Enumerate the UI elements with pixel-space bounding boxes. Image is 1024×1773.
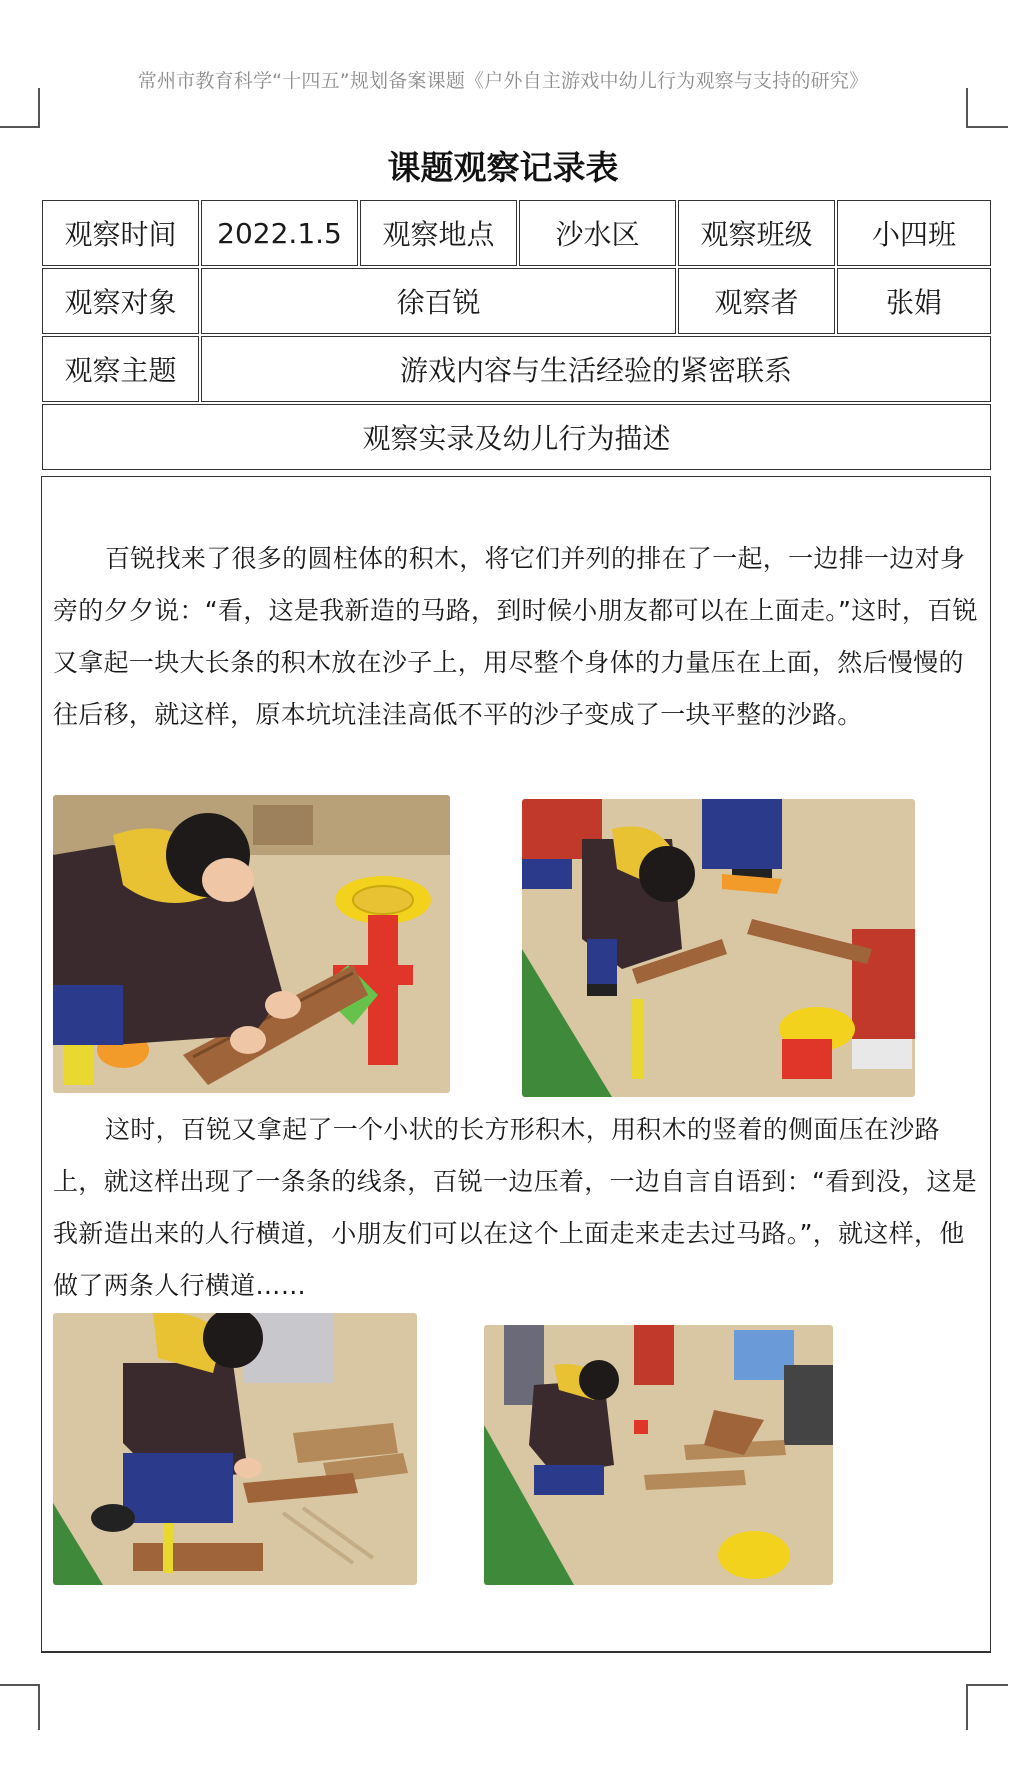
crop-mark-bottom-right bbox=[966, 1684, 1008, 1730]
photo-child-pressing-block bbox=[53, 795, 450, 1093]
crop-mark-top-left bbox=[0, 88, 40, 128]
page-title: 课题观察记录表 bbox=[387, 148, 619, 187]
table-row bbox=[42, 200, 991, 266]
photo-children-in-sandbox bbox=[484, 1325, 833, 1585]
table-row bbox=[42, 336, 991, 402]
table-row bbox=[42, 268, 991, 334]
observation-paragraph-2: 这时，百锐又拿起了一个小状的长方形积木，用积木的竖着的侧面压在沙路上，就这样出现了一条条的线条，百锐一边压着，一边自言自语到：“看到没，这是我新造出来的人行横道，小朋友们可以在这个上面走来走去过马路。”，就这样，他做了两条人行横道…… bbox=[53, 1115, 978, 1300]
theme-value: 游戏内容与生活经验的紧密联系 bbox=[201, 336, 991, 402]
place-label: 观察地点 bbox=[360, 200, 517, 266]
observation-record-table bbox=[40, 198, 993, 472]
observation-paragraph-1: 百锐找来了很多的圆柱体的积木，将它们并列的排在了一起，一边排一边对身旁的夕夕说：“看，这是我新造的马路，到时候小朋友都可以在上面走。”这时，百锐又拿起一块大长条的积木放在沙子上，用尽整个身体的力量压在上面，然后慢慢的往后移，就这样，原本坑坑洼洼高低不平的沙子变成了一块平整的沙路。 bbox=[53, 544, 978, 729]
crop-mark-top-right bbox=[966, 88, 1008, 128]
observer-value: 张娟 bbox=[837, 268, 991, 334]
observer-label: 观察者 bbox=[678, 268, 835, 334]
theme-label: 观察主题 bbox=[42, 336, 199, 402]
crop-mark-bottom-left bbox=[0, 1684, 40, 1730]
class-value: 小四班 bbox=[837, 200, 991, 266]
table-row bbox=[42, 404, 991, 470]
photo-child-pressing-lines bbox=[53, 1313, 417, 1585]
section-title: 观察实录及幼儿行为描述 bbox=[42, 404, 991, 470]
class-label: 观察班级 bbox=[678, 200, 835, 266]
subject-value: 徐百锐 bbox=[201, 268, 676, 334]
place-value: 沙水区 bbox=[519, 200, 676, 266]
photo-child-building-road bbox=[522, 799, 915, 1097]
time-label: 观察时间 bbox=[42, 200, 199, 266]
time-value: 2022.1.5 bbox=[201, 200, 358, 266]
document-header: 常州市教育科学“十四五”规划备案课题《户外自主游戏中幼儿行为观察与支持的研究》 bbox=[137, 70, 869, 92]
subject-label: 观察对象 bbox=[42, 268, 199, 334]
